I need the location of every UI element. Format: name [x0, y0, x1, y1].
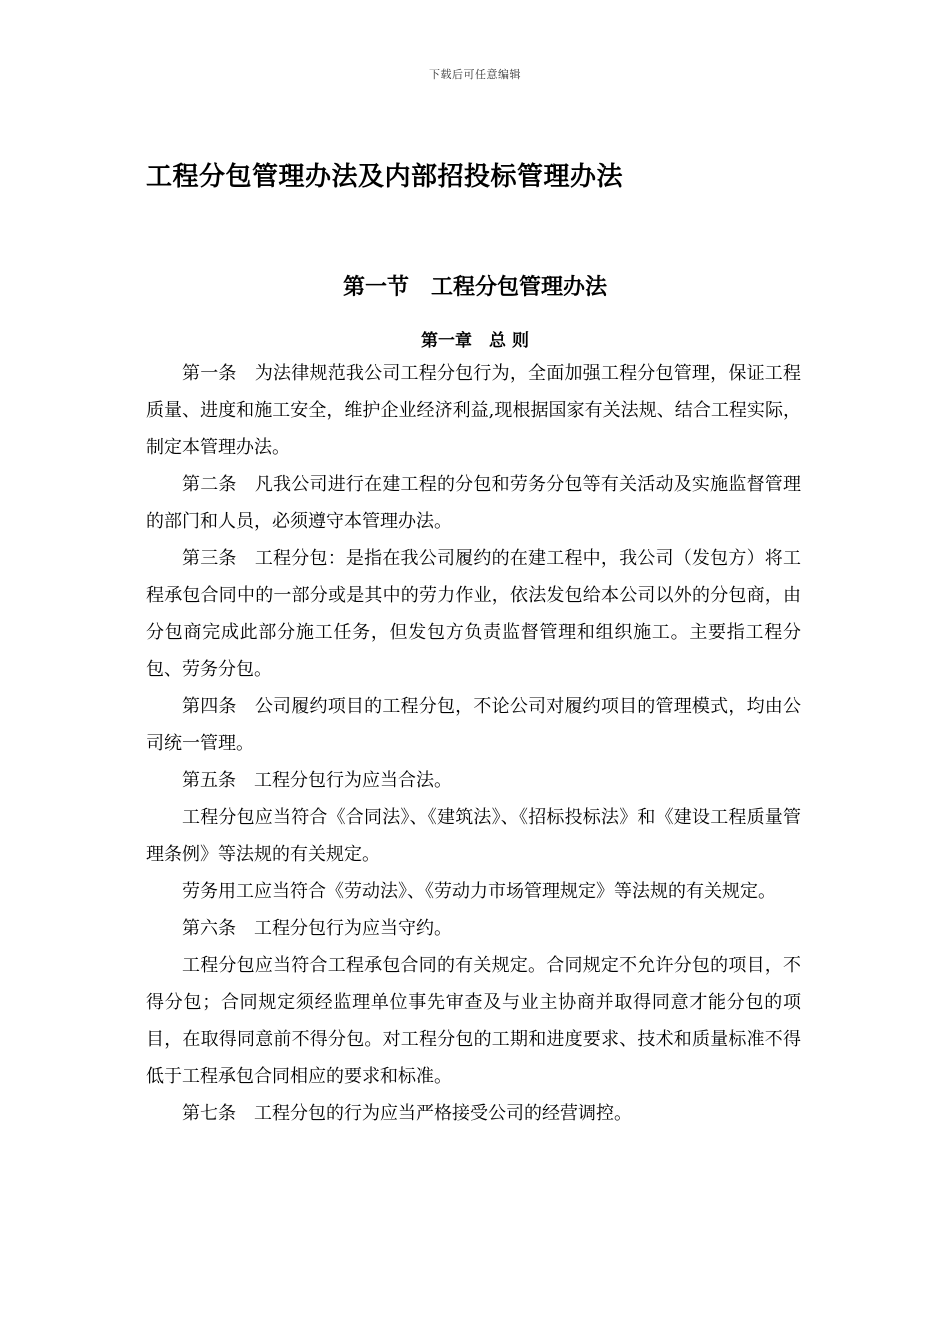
header-note: 下载后可任意编辑	[429, 68, 521, 81]
article-6-paragraph: 第六条 工程分包行为应当守约。	[182, 918, 452, 939]
article-5-clause-2: 劳务用工应当符合《劳动法》、《劳动力市场管理规定》等法规的有关规定。	[182, 881, 776, 902]
article-1-paragraph: 第一条 为法律规范我公司工程分包行为，全面加强工程分包管理，保证工程质量、进度和施工安全，维护企业经济利益,现根据国家有关法规、结合工程实际，制定本管理办法。	[146, 363, 801, 458]
article-4-paragraph: 第四条 公司履约项目的工程分包，不论公司对履约项目的管理模式，均由公司统一管理。	[146, 696, 801, 754]
article-5-paragraph: 第五条 工程分包行为应当合法。	[182, 770, 452, 791]
document-title: 工程分包管理办法及内部招投标管理办法	[146, 162, 624, 192]
section-title: 第一节 工程分包管理办法	[342, 275, 607, 300]
article-2-paragraph: 第二条 凡我公司进行在建工程的分包和劳务分包等有关活动及实施监督管理的部门和人员，必须遵守本管理办法。	[146, 474, 801, 532]
article-5-clause-1: 工程分包应当符合《合同法》、《建筑法》、《招标投标法》和《建设工程质量管理条例》等法规的有关规定。	[146, 807, 801, 865]
article-7-paragraph: 第七条 工程分包的行为应当严格接受公司的经营调控。	[182, 1103, 632, 1124]
article-3-paragraph: 第三条 工程分包：是指在我公司履约的在建工程中，我公司（发包方）将工程承包合同中的一部分或是其中的劳力作业，依法发包给本公司以外的分包商，由分包商完成此部分施工任务，但发包方负责监督管理和组织施工。主要指工程分包、劳务分包。	[146, 548, 801, 680]
article-6-clause-1: 工程分包应当符合工程承包合同的有关规定。合同规定不允许分包的项目，不得分包；合同规定须经监理单位事先审查及与业主协商并取得同意才能分包的项目，在取得同意前不得分包。对工程分包的工期和进度要求、技术和质量标准不得低于工程承包合同相应的要求和标准。	[146, 955, 801, 1087]
chapter-title: 第一章 总 则	[421, 331, 529, 351]
document-body	[146, 355, 801, 1132]
